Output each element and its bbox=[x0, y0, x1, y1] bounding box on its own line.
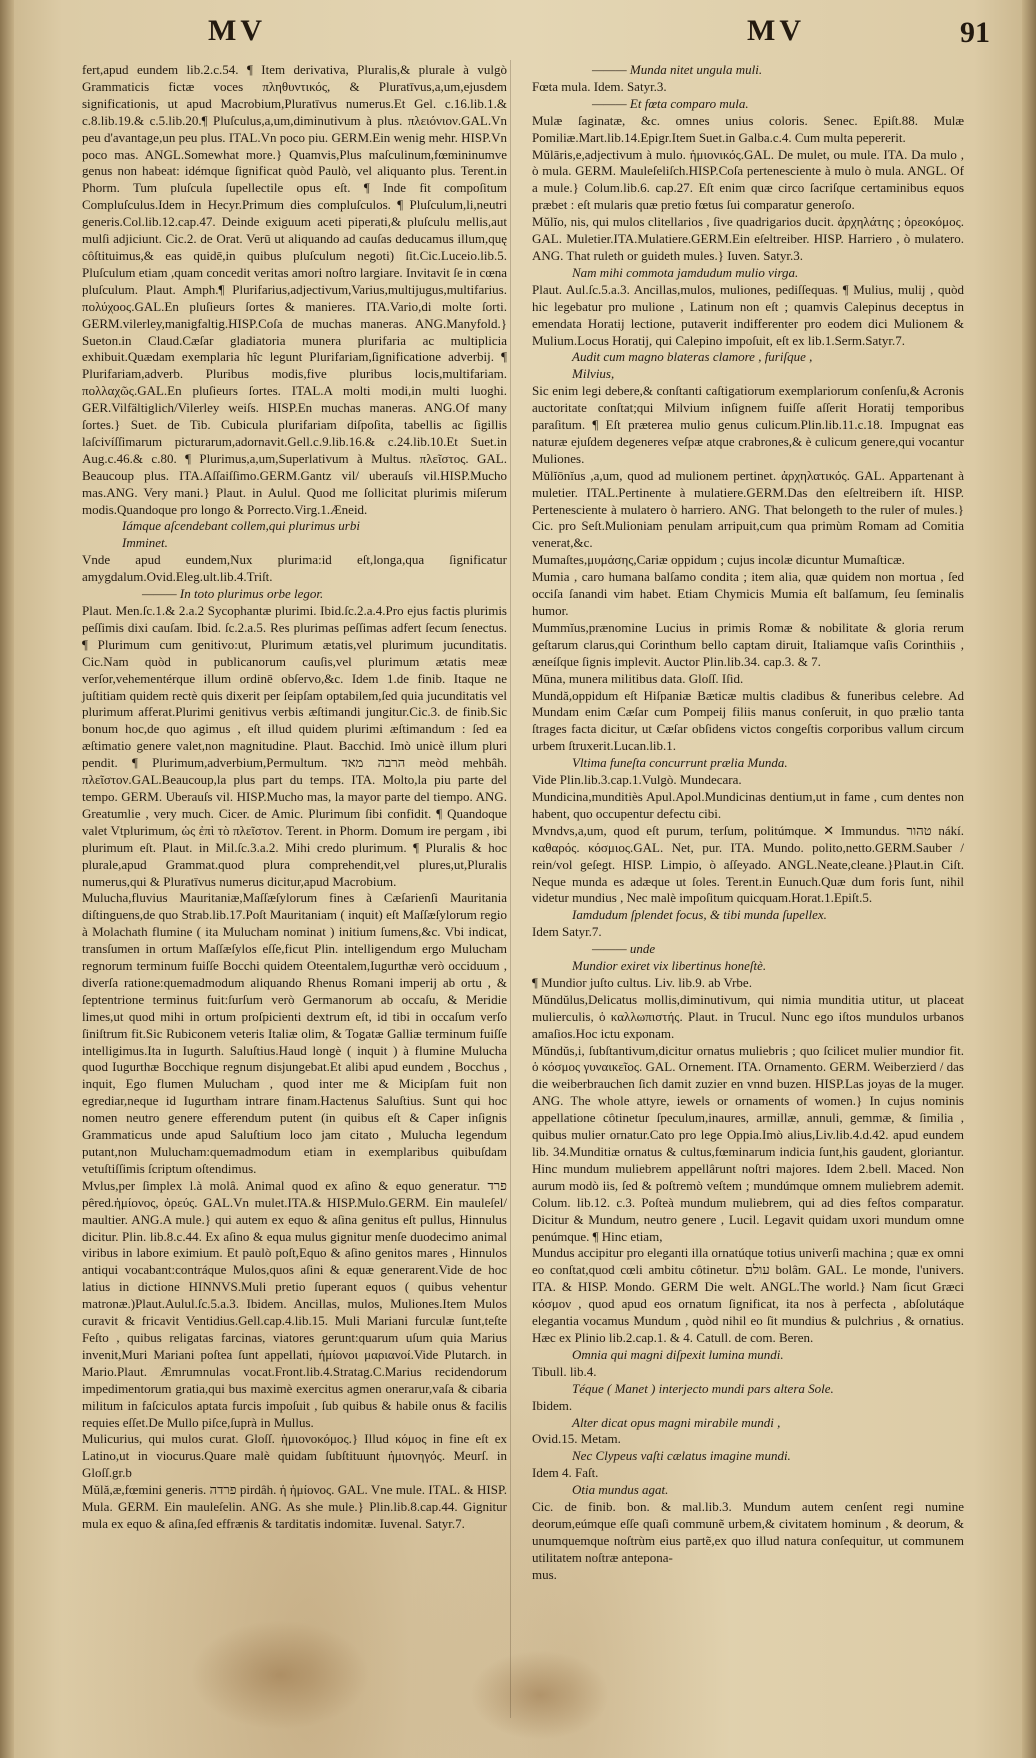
dictionary-entry: Vide Plin.lib.3.cap.1.Vulgò. Mundecara. bbox=[532, 772, 742, 788]
verse-fragment: ——— unde bbox=[592, 941, 656, 957]
dictionary-entry: Mundă,oppidum eſt Hiſpaniæ Bæticæ multis cladibus & funeribus celebre. Ad Mundam enim Cæſar cum Pompeij filiis manus conſeruit, in quo prælio tanta ſtrages facta dicitur, ut Cæſar obſidens victos congeſtis corporibus vallum circum urbem ſtruxerit.Lucan.lib.1. bbox=[532, 687, 964, 754]
dictionary-entry: Mulucha,fluvius Mauritaniæ,Maſſæſylorum fines à Cæſarienſi Mauritania diſtinguens,de quo Strab.lib.17.Poſt Mauritaniam ( inquit) eſt Maſſæſylorum regio à Molachath flumine ( ita Mulucham nominat ) initium ſumens,&c. Vbi indicat, transſumen in ortum Maſſæſylos eſſe,ficut Plin. intelligendum ergo Mulucham regnorum terminum fuiſſe Bocchi quidem Oteentalem,Iugurthæ verò occiduum , diverſa ratione:quemadmodum aliquando Rhenus Romani imperij ab ortu , & ſeptentrione terminus fuit:ſurſum verò Germanorum ab occaſu, & Meridie limes,ut quod mihi in ortum proſpicienti dextrum eſt, id tibi in occaſum verſo ſiniſtrum fit.Sic Rubiconem veteris Italiæ olim, & Togatæ Galliæ terminum fuiſſe intelligimus.Ita in Iugurth. Saluſtius.Haud longè ( inquit ) à flumine Mulucha quod Iugurthæ Bocchique regnum disjungebat.Et alibi apud eundem , Bocchus , inquit, Ego flumen Mulucham , quod inter me & Micipſam fuit non egrediar,neque id Iugurtham intrare finam.Hactenus Saluſtius. Sunt qui hoc nomen neutro genere efferendum putent (in quibus eſt & Caper inſignis Grammaticus unde apud Saluſtium loco jam citato , Mulucha legendum putant,non Mulucham:quemadmodum etiam in exemplaribus quibuſdam vetuſtiſſimis ſcriptum oſtendimus. bbox=[82, 890, 507, 1176]
verse-quotation: Vltima funeſta concurrunt prælia Munda. bbox=[572, 755, 788, 771]
page-number: 91 bbox=[960, 16, 990, 49]
water-stain bbox=[470, 1650, 610, 1740]
column-divider bbox=[510, 60, 511, 1718]
dictionary-entry: Mummĭus,prænomine Lucius in primis Romæ & nobilitate & gloria rerum geſtarum clarus,qui Corinthum bello captam diruit, Italiamque vaſis Corinthiis , æneíſque ſignis implevit. Auctor Plin.lib.34. cap.3. & 7. bbox=[532, 619, 964, 669]
verse-fragment: ——— Munda nitet ungula muli. bbox=[592, 62, 763, 77]
dictionary-entry: Ibidem. bbox=[532, 1397, 573, 1413]
verse-fragment: ——— Et fœta comparo mula. bbox=[592, 95, 749, 111]
dictionary-entry: Idem Satyr.7. bbox=[532, 924, 602, 940]
verse-quotation: Audit cum magno blateras clamore , furiſque , bbox=[572, 349, 813, 365]
dictionary-entry: Mŭndŭlus,Delicatus mollis,diminutivum, qui nimia munditia utitur, ut placeat mulierculis, ὁ καλλωπιστής. Plaut. in Trucul. Nunc ego iſtos mundulos urbanos amaſios.Hoc ictu exponam. bbox=[532, 991, 964, 1041]
dictionary-entry: Tibull. lib.4. bbox=[532, 1363, 597, 1379]
verse-quotation: Omnia qui magni diſpexit lumina mundi. bbox=[572, 1346, 784, 1362]
dictionary-entry: Ovid.15. Metam. bbox=[532, 1431, 621, 1447]
right-page-edge bbox=[1022, 0, 1036, 1758]
verse-fragment: ——— In toto plurimus orbe legor. bbox=[142, 586, 324, 602]
left-column bbox=[82, 62, 507, 1533]
dictionary-entry: Mundicina,munditiès Apul.Apol.Mundicinas dentium,ut in fame , cum dentes non habent, quo occupentur defectu cibi. bbox=[532, 788, 964, 821]
verse-quotation: Milvius, bbox=[572, 366, 615, 382]
dictionary-entry: Mvlus,per ſimplex l.à molâ. Animal quod ex aſino & equo generatur. פרד pêred.ἡμίονος, ὀρεύς. GAL.Vn mulet.ITA.& HISP.Mulo.GERM. Ein mauleſel/ maultier. ANG.A mule.} qui autem ex equo & aſina genitus eſt pullus, Hinnulus dicitur. Plin. lib.8.c.44. Ex aſino & equa mulus gignitur menſe duodecimo animal viribus in labore eximium. Et paulò poſt,Equo & aſino genitos mares , Hinnulos antiqui vocabant:contráque Mulos,quos aſini & equæ generarent.Vide de hoc latius in dictione HINNVS.Muli pretio ſuperant equos ( quibus vehentur matronæ.)Plaut.Aulul.ſc.5.a.3. Ibidem. Ancillas, mulos, Muliones.Item Mulos curavit & fricavit Ventidius.Gell.cap.4.lib.15. Muli Mariani furculæ ſunt,teſte Feſto , quibus religatas farcinas, viatores gerunt:quarum uſum quia Marius invenit,Muri Mariani poſtea ſunt appellati, ἡμίονοι μαριανοί.Vide Plutarch. in Mario.Plaut. Æmrumnulas vocat.Front.lib.4.Stratag.C.Marius recidendorum impedimentorum gratia,qui bus maximè exercitus agmen onerarur,vaſa & cibaria militum in faſciculos aptata furcis impoſuit , ſub quibus & habile onus & facilis requies eſſet.De Mullo piſce,ſuprà in Mullus. bbox=[82, 1177, 507, 1430]
dictionary-entry: Mŭlĭo, nis, qui mulos clitellarios , ſive quadrigarios ducit. ἀρχηλάτης ; ὀρεοκόμος. GAL. Muletier.ITA.Mulatiere.GERM.Ein eſeltreiber. HISP. Harriero , ò mulatero. ANG. That ruleth or guideth mules.} Iuven. Satyr.3. bbox=[532, 214, 964, 263]
dictionary-entry: Mŭlāris,e,adjectivum à mulo. ἡμιονικός.GAL. De mulet, ou mule. ITA. Da mulo , ò mula. GERM. Mauleſeliſch.HISP.Coſa pertenesciente à mulo ò mula. ANGL. Of a mule.} Colum.lib.6. cap.27. Eſt enim quæ circo ſacriſque certaminibus equos præbet : eſt mularis quæ pretio fœtus ſui comparatur generoſo. bbox=[532, 146, 964, 213]
dictionary-entry: Fœta mula. Idem. Satyr.3. bbox=[532, 78, 667, 94]
water-stain bbox=[190, 1620, 370, 1730]
dictionary-entry: Cic. de finib. bon. & mal.lib.3. Mundum autem cenſent regi numine deorum,eúmque eſſe quaſi communẽ urbem,& civitatem hominum , & deorum, & unumquemque noſtrùm eius partẽ,ex quo illud natura conſequitur, ut communem utilitatem noſtræ antepona- bbox=[532, 1499, 964, 1565]
verse-quotation: Nec Clypeus vaſti cælatus imagine mundi. bbox=[572, 1448, 791, 1464]
dictionary-entry: Mumia , caro humana balſamo condita ; item alia, quæ quidem non mortua , ſed occiſa ſanandi vim habet. Etiam Chymicis Mumia eſt balſamum, ſeu ſeminalis humor. bbox=[532, 569, 964, 618]
verse-quotation: Alter dicat opus magni mirabile mundi , bbox=[572, 1414, 781, 1430]
running-head-right: MV bbox=[747, 14, 805, 47]
dictionary-entry: Mulæ ſaginatæ, &c. omnes unius coloris. Senec. Epiſt.88. Mulæ Pomiliæ.Mart.lib.14.Epigr.Item Suet.in Galba.c.4. Cum multa pepererit. bbox=[532, 112, 964, 145]
dictionary-entry: Vnde apud eundem,Nux plurima:id eſt,longa,qua ſignificatur amygdalum.Ovid.Eleg.ult.lib.4.Triſt. bbox=[82, 552, 507, 585]
verse-quotation: Mundior exiret vix libertinus honeſtè. bbox=[572, 958, 767, 974]
dictionary-entry: Mŭlă,æ,fœmini generis. פרדה pirdâh. ἡ ἡμίονος. GAL. Vne mule. ITAL. & HISP. Mula. GERM. Ein mauleſelin. ANG. As she mule.} Plin.lib.8.cap.44. Gignitur mula ex equo & aſina,ſed effrænis & tarditatis indomitæ. Iuvenal. Satyr.7. bbox=[82, 1482, 507, 1531]
dictionary-entry: Plaut. Men.ſc.1.& 2.a.2 Sycophantæ plurimi. Ibid.ſc.2.a.4.Pro ejus factis plurimis peſſimis dixi cauſam. Ibid. ſc.2.a.5. Res plurimas peſſimas adfert ſecum ſenectus. ¶ Plurimum cum genitivo:ut, Plurimum ætatis,vel plurimum jucunditatis. Cic.Nam quòd in publicanorum cauſis,vel plurimum ætatis meæ verſor,vehementérque illum ordinē obſervo,&c. Idem 1.de finib. Itaque ne juſtitiam quidem rectè quis dixerit per ſeipſam optabilem,ſed quia jucunditatis vel plurimum afferat.Plurimi genitivus verbis æſtimandi jungitur.Cic.3. de finib.Sic bonum hoc,de quo agimus , eſt illud quidem plurimi æſtimandum : ſed ea æſtimatio genere valet,non magnitudine. Plaut. Bacchid. Imò unicè illum pluri pendit. ¶ Plurimum,adverbium,Permultum. הרבה מאד meòd mehbâh. πλεῖστον.GAL.Beaucoup,la plus part du temps. ITA. Molto,la piu parte del tempo. GERM. Uberauſs vil. HISP.Mucho mas, la mayor parte del tiempo. ANG. Greatumlie , very much. Cicer. de Amic. Plurimum ſibi confidit. ¶ Quandoque valet Vtplurimum, ὡς ἐπὶ τὸ πλεῖστον. Terent. in Phorm. Domum ire pergam , ibi plurimum eſt. Plaut. in Mil.ſc.3.a.2. Mihi credo plurimum. ¶ Pluralis & hoc plurale,apud Grammat.quod plura comprehendit,vel plures,ut,Pluralis numerus,qui & Pluratīvus numerus dicitur,apud Macrobium. bbox=[82, 603, 507, 889]
verse-quotation: Iámque aſcendebant collem,qui plurimus urbi bbox=[122, 518, 360, 534]
right-column bbox=[532, 62, 964, 1584]
verse-quotation: Nam mihi commota jamdudum mulio virga. bbox=[572, 264, 799, 280]
dictionary-entry: ¶ Mundior juſto cultus. Liv. lib.9. ab Vrbe. bbox=[532, 974, 752, 990]
dictionary-entry: Mulicurius, qui mulos curat. Gloſſ. ἡμιονοκόμος.} Illud κόμος in fine eſt ex Latino,ut in viocurus.Quare malè quidam ſubſtituunt ἡμιονηγός. Meurſ. in Gloſſ.gr.b bbox=[82, 1431, 507, 1481]
dictionary-entry: fert,apud eundem lib.2.c.54. ¶ Item derivativa, Pluralis,& plurale à vulgò Grammaticis fictæ voces πληθυντικός, & Pluratīvus,a,um,ejusdem significationis, ut apud Macrobium,Pluratīvus numerus.Et Gel. c.16.lib.1.& c.8.lib.19.& c.5.lib.20.¶ Pluſculus,a,um,diminutivum à plus. πλειόνιον.GAL.Vn peu d'avantage,un peu plus. ITAL.Vn poco piu. GERM.Ein wenig mehr. HISP.Vn poco mas. ANGL.Somewhat more.} Quamvis,Plus maſculinum,fœmininumve genus non habeat: idémque ſignificat quòd Paulò, vel aliquanto plus. Terent.in Phorm. Tum pluſcula ſupellectile opus eſt. ¶ Inde fit compoſitum Compluſculus.Idem in Hecyr.Primum dies compluſculos. ¶ Pluſculum,li,neutri generis.Col.lib.12.cap.47. Deinde exiguum aceti piperati,& pluſculu mellis,aut mulſi adjiciunt. Cic.2. de Orat. Verū ut aliquando ad cauſas deducamus illum,quę côſtituimus,& eas quidē,in quibus pluſculum negoti) ſit.Cic.Luceio.lib.5. Pluſculum etiam ,quam concedit veritas amori noſtro largiare. Invitavit ſe in cœna pluſculum. Plaut. Amph.¶ Plurifarius,adjectivum,Varius,multijugus,multifarius. πολύχοος.GAL.En pluſieurs ſortes & manieres. ITA.Vario,di molte ſorti. GERM.vilerley,manigfaltig.HISP.Coſa de muchas maneras. ANG.Manyfold.} Sueton.in Claud.Cæſar gladiatoria munera plurifaria ac multiplicia exhibuit.Quædam exemplaria hîc legunt Plurifariam,ſignificatione adverbij. ¶ Plurifariam,adverb. Pluribus modis,five pluribus locis,multifariam. πολλαχῶς.GAL.En pluſieurs ſortes. ITAL.A molti modi,in multi luoghi. GER.Vilfältiglich/Vilerley weiſs. HISP.En muchas maneras. ANG.Of many ſortes.} Suet. de Tib. Cubicula plurifariam diſpoſita, tabellis ac ſigillis laſcivíſſimarum picturarum,adornavit.Gell.c.9.lib.16.& c.24.lib.10.Et Suet.in Aug.c.46.& c.80. ¶ Plurimus,a,um,Superlativum à Multus. πλεῖστος. GAL. Beaucoup plus. ITA.Aſſaiſſimo.GERM.Gantz vil/ uberauſs vil.HISP.Mucho mas.ANG. Very mani.} Plaut. in Aulul. Quod me ſollicitat plurimis miſerum modis.Quandoque pro longo & Porrecto.Virg.1.Æneid. bbox=[82, 62, 507, 517]
verse-quotation: Iamdudum ſplendet focus, & tibi munda ſupellex. bbox=[572, 907, 827, 923]
left-page-edge bbox=[0, 0, 14, 1758]
verse-quotation: Otia mundus agat. bbox=[572, 1482, 669, 1498]
dictionary-entry: Mūna, munera militibus data. Gloſſ. Iſid. bbox=[532, 670, 744, 686]
dictionary-entry: Mvndvs,a,um, quod eſt purum, terſum, politúmque. ✕ Immundus. טהור nákí. καθαρός. κόσμιος.GAL. Net, pur. ITA. Mundo. polito,netto.GERM.Sauber / rein/vol geſegt. HISP. Limpio, ò aſſeyado. ANGL.Neate,cleane.}Plaut.in Ciſt. Neque munda es adæque ut ſoles. Terent.in Eunuch.Quæ dum foris ſunt, nihil videtur mundius , Nec malè impoſitum quicquam.Horat.1.Epiſt.5. bbox=[532, 822, 964, 906]
dictionary-entry: Mŭndŭs,i, ſubſtantivum,dicitur ornatus muliebris ; quo ſcilicet mulier mundior fit. ὁ κόσμος γυναικεῖος. GAL. Ornement. ITA. Ornamento. GERM. Weiberzierd / das die weiberbrauchen ſich damit zuzier en vnnd buzen. HISP.Las joyas de la muger. ANG. The whole attyre, iewels or ornaments of women.} In cujus nominis appellatione côtinetur ſpeculum,inaures, armillæ, annuli, gemmæ, & ſimilia , quibus mulier ornatur.Cato pro lege Oppia.Imò alius,Liv.lib.4.d.42. apud eundem lib. 34.Munditiæ ornatus & cultus,fœminarum indicia ſunt,his gaudent, gloriantur. Hinc mundum muliebrem appellârunt noſtri majores. Idem 2.bell. Maced. Non aurum modò iis, ſed & poſtremò veſtem ; mundúmque omnem muliebrem ademit. Colum. lib.12. c.3. Poſteà mundum muliebrem, qui ad dies feſtos comparatur. Dicitur & Mundum, neutro genere , Lucil. Legavit quidam uxori mundum omne penúmque. ¶ Hinc etiam, bbox=[532, 1042, 964, 1244]
dictionary-entry: Mundus accipitur pro eleganti illa ornatúque totius univerſi machina ; quæ ex omni eo conſtat,quod cœli ambitu côtinetur. עולם bolâm. GAL. Le monde, l'univers. ITA. & HISP. Mondo. GERM Die welt. ANGL.The world.} Nam ſicut Græci κόσμον , quod apud eos ornatum ſignificat, ita nos à perfecta , abſolutáque elegantia vocamus Mundum , quòd nihil eo ſit mundius & pulchrius , & ornatius. Hæc ex Plinio lib.2.cap.1. & 4. Catull. de com. Beren. bbox=[532, 1245, 965, 1345]
dictionary-entry: mus. bbox=[532, 1566, 557, 1582]
dictionary-entry: Idem 4. Faſt. bbox=[532, 1465, 599, 1481]
running-head-left: MV bbox=[208, 14, 266, 47]
dictionary-entry: Mŭlĭōnĭus ,a,um, quod ad mulionem pertinet. ἀρχηλατικός. GAL. Appartenant à muletier. ITAL.Pertinente à mulatiere.GERM.Das den eſeltreibern iſt. HISP. Pertenesciente à mulatero ò harriero. ANG. That belongeth to the ruler of mules.} Cic. pro Seſt.Mulioniam penulam arripuit,cum qua primùm Romam ad Comitia venerat,&c. bbox=[532, 467, 964, 551]
verse-quotation: Imminet. bbox=[122, 535, 168, 551]
dictionary-entry: Plaut. Aul.ſc.5.a.3. Ancillas,mulos, muliones, pediſſequas. ¶ Mulius, mulij , quòd hic legebatur pro mulione , Latinum non eſt ; quamvis Calepinus deceptus in emendata Horatij lectione, putaverit indifferenter pro eodem dici Mulionem & Mulium.Locus Horatij, qui Calepino impoſuit, eſt ex lib.1.Serm.Satyr.7. bbox=[532, 281, 964, 348]
dictionary-entry: Mumaſtes,μυμάσης,Cariæ oppidum ; cujus incolæ dicuntur Mumaſticæ. bbox=[532, 552, 905, 568]
verse-quotation: Téque ( Manet ) interjecto mundi pars altera Sole. bbox=[572, 1380, 834, 1396]
dictionary-entry: Sic enim legi debere,& conſtanti caſtigatiorum exemplariorum conſenſu,& Acronis auctoritate conſtat;qui Milvium inſignem fuiſſe aſſerit Horatij temporibus paraſitum. ¶ Eſt præterea mulio genus culicum.Plin.lib.11.c.18. Impugnat eas naturæ ejuſdem degeneres veſpæ atque crabrones,& è culicum genere,qui vocantur Muliones. bbox=[532, 383, 964, 466]
